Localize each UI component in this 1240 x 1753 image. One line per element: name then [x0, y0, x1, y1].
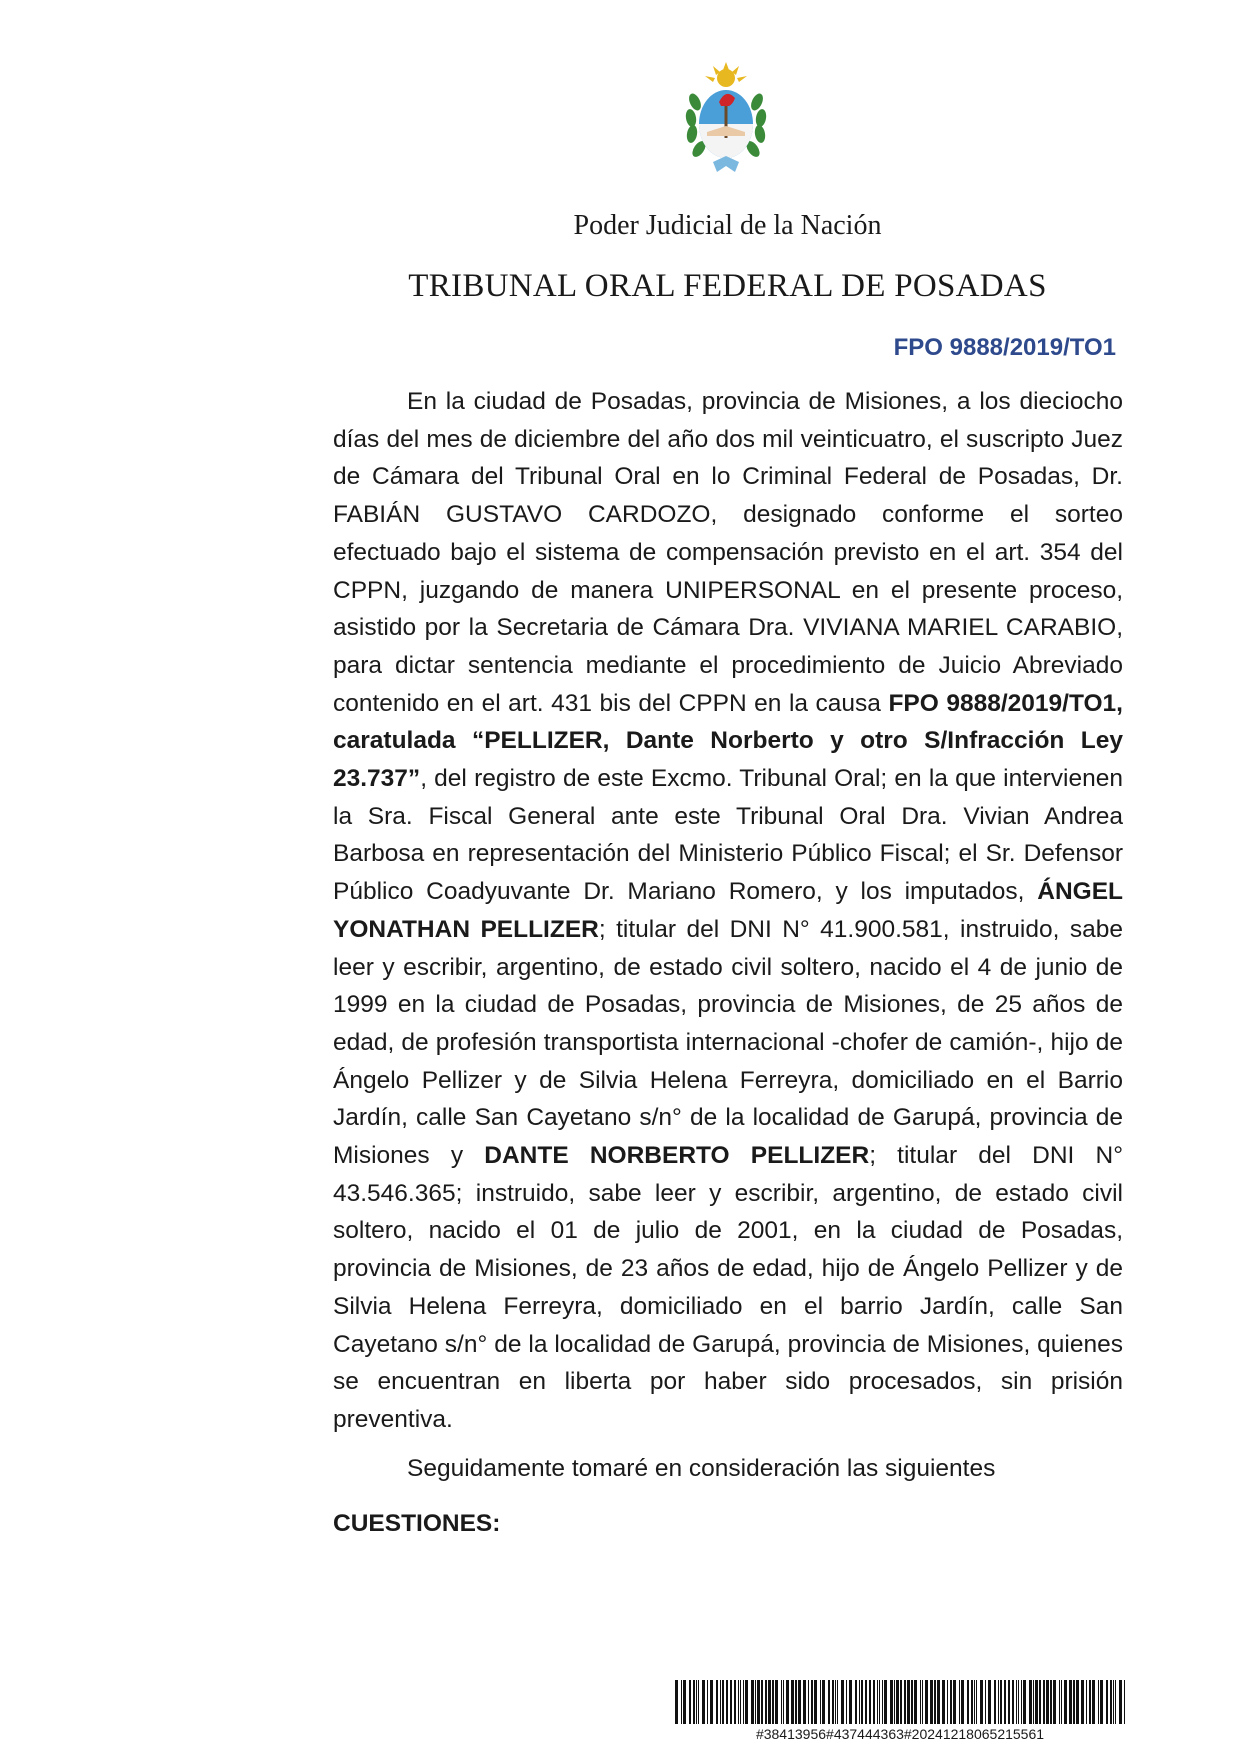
case-caption: FPO 9888/2019/TO1, caratulada “PELLIZER, Dante Norberto y otro S/Infracción Ley 23.737” — [333, 689, 1123, 793]
document-body — [333, 383, 1123, 1439]
section-heading: CUESTIONES: — [333, 1510, 501, 1537]
court-name: TRIBUNAL ORAL FEDERAL DE POSADAS — [408, 268, 1047, 304]
barcode-icon — [675, 1680, 1125, 1724]
defendant-name: DANTE NORBERTO PELLIZER — [484, 1142, 870, 1170]
intro-paragraph — [333, 383, 1123, 1439]
institution-name: Poder Judicial de la Nación — [573, 210, 882, 241]
barcode-number: #38413956#437444363#20241218065215561 — [755, 1726, 1045, 1742]
body-text-segment: En la ciudad de Posadas, provincia de Misiones, a los dieciocho días del mes de diciembre del año dos mil veinticuatro, el suscripto Juez de Cámara del Tribunal Oral en lo Criminal Federal de Posadas, Dr. FABIÁN GUSTAVO CARDOZO, designado conforme el sorteo efectuado bajo el sistema de compensación previsto en el art. 354 del CPPN, juzgando de manera UNIPERSONAL en el presente proceso, asistido por la Secretaria de Cámara Dra. VIVIANA MARIEL CARABIO, para dictar sentencia mediante el procedimiento de Juicio Abreviado contenido en el art. 431 bis del CPPN en la causa — [333, 388, 1123, 717]
body-text-segment: ; titular del DNI N° 43.546.365; instruido, sabe leer y escribir, argentino, de estado civil soltero, nacido el 01 de julio de 2001, en la ciudad de Posadas, provincia de Misiones, de 23 años de edad, hijo de Ángelo Pellizer y de Silvia Helena Ferreyra, domiciliado en el barrio Jardín, calle San Cayetano s/n° de la localidad de Garupá, provincia de Misiones, quienes se encuentran en liberta por haber sido procesados, sin prisión preventiva. — [333, 1142, 1124, 1433]
body-text-segment: , del registro de este Excmo. Tribunal Oral; en la que intervienen la Sra. Fiscal General ante este Tribunal Oral Dra. Vivian Andrea Barbosa en representación del Ministerio Público Fiscal; el Sr. Defensor Público Coadyuvante Dr. Mariano Romero, y los imputados, — [333, 765, 1123, 906]
case-number: FPO 9888/2019/TO1 — [893, 334, 1116, 361]
argentina-coat-of-arms-icon — [683, 62, 769, 180]
defendant-name: ÁNGEL YONATHAN PELLIZER — [333, 878, 1123, 943]
closing-sentence: Seguidamente tomaré en consideración las siguientes — [407, 1455, 996, 1482]
body-text-segment: ; titular del DNI N° 41.900.581, instruido, sabe leer y escribir, argentino, de estado civil soltero, nacido el 4 de junio de 1999 en la ciudad de Posadas, provincia de Misiones, de 25 años de edad, de profesión transportista internacional -chofer de camión-, hijo de Ángelo Pellizer y de Silvia Helena Ferreyra, domiciliado en el Barrio Jardín, calle San Cayetano s/n° de la localidad de Garupá, provincia de Misiones y — [333, 915, 1123, 1170]
